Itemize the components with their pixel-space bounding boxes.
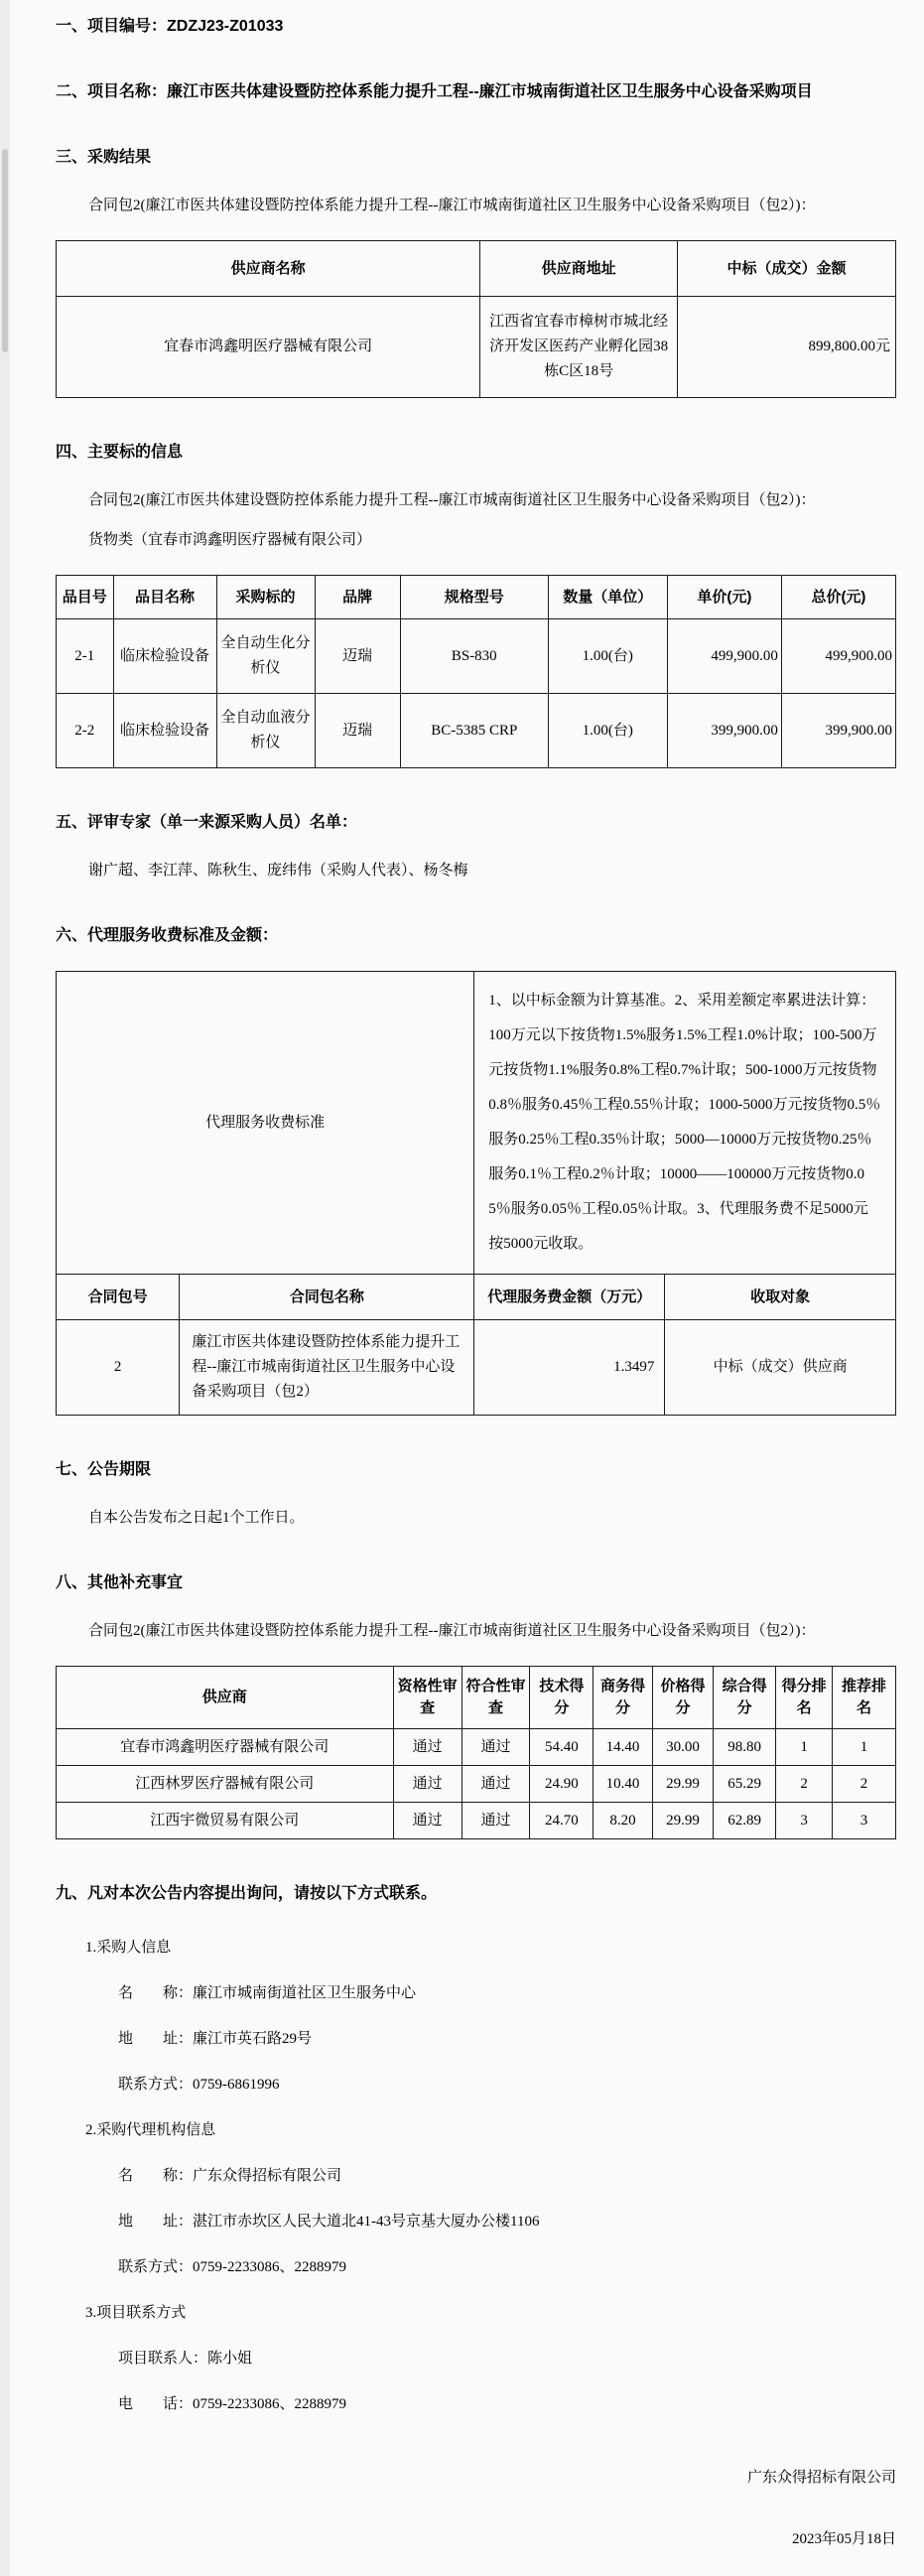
project-contact-block — [56, 2290, 896, 2427]
contact-block-heading: 2.采购代理机构信息 — [85, 2122, 216, 2138]
table-row — [57, 1320, 896, 1416]
agency-info-block — [56, 2107, 896, 2290]
item-total-price: 399,900.00 — [781, 694, 895, 768]
result-supplier-name: 宜春市鸿鑫明医疗器械有限公司 — [57, 297, 480, 398]
score-price: 29.99 — [652, 1766, 713, 1803]
footer-organization: 广东众得招标有限公司 — [746, 2470, 896, 2486]
item-name: 临床检验设备 — [113, 619, 216, 694]
score-header-supplier: 供应商 — [57, 1667, 394, 1729]
score-header-business: 商务得分 — [594, 1667, 653, 1729]
score-header-overall: 综合得分 — [714, 1667, 776, 1729]
score-table-header-row — [57, 1667, 896, 1729]
announcement-period-text: 自本公告发布之日起1个工作日。 — [88, 1510, 305, 1526]
table-row — [57, 694, 896, 768]
items-header-unit-price: 单价(元) — [667, 576, 781, 619]
fee-amount: 1.3497 — [474, 1320, 665, 1416]
score-rank: 3 — [776, 1803, 833, 1839]
score-table — [56, 1666, 896, 1839]
table-row — [57, 619, 896, 694]
items-header-subject: 采购标的 — [216, 576, 315, 619]
section-5-title: 五、评审专家（单一来源采购人员）名单： — [56, 814, 358, 831]
contact-block-heading: 1.采购人信息 — [85, 1940, 172, 1956]
score-conformity: 通过 — [462, 1729, 530, 1766]
score-supplier: 江西宇微贸易有限公司 — [57, 1803, 394, 1839]
section-3-intro: 合同包2(廉江市医共体建设暨防控体系能力提升工程--廉江市城南街道社区卫生服务中心设备采购项目（包2）)： — [88, 198, 816, 213]
fee-package-name: 廉江市医共体建设暨防控体系能力提升工程--廉江市城南街道社区卫生服务中心设备采购项目（包2） — [180, 1320, 474, 1416]
score-qualification: 通过 — [393, 1729, 462, 1766]
items-header-brand: 品牌 — [315, 576, 400, 619]
section-9-title: 九、凡对本次公告内容提出询问，请按以下方式联系。 — [56, 1885, 438, 1902]
table-row — [57, 1766, 896, 1803]
left-gutter — [0, 0, 10, 2576]
item-quantity: 1.00(台) — [548, 619, 667, 694]
item-total-price: 499,900.00 — [781, 619, 895, 694]
fee-standard-label: 代理服务收费标准 — [57, 972, 474, 1275]
item-model: BC-5385 CRP — [400, 694, 548, 768]
recommend-rank: 1 — [833, 1729, 896, 1766]
score-rank: 1 — [776, 1729, 833, 1766]
section-7-title: 七、公告期限 — [56, 1461, 152, 1478]
contact-address-line: 地 址：廉江市英石路29号 — [118, 2031, 313, 2047]
items-header-model: 规格型号 — [400, 576, 548, 619]
score-conformity: 通过 — [462, 1803, 530, 1839]
recommend-rank: 2 — [833, 1766, 896, 1803]
fee-table-header-row — [57, 1275, 896, 1320]
section-1-title: 一、项目编号：ZDZJ23-Z01033 — [56, 18, 284, 35]
score-header-conformity: 符合性审查 — [462, 1667, 530, 1729]
score-technical: 24.70 — [530, 1803, 594, 1839]
contact-person-line: 项目联系人：陈小姐 — [118, 2351, 253, 2367]
item-brand: 迈瑞 — [315, 619, 400, 694]
score-overall: 98.80 — [714, 1729, 776, 1766]
score-header-technical: 技术得分 — [530, 1667, 594, 1729]
item-brand: 迈瑞 — [315, 694, 400, 768]
section-2-title: 二、项目名称：廉江市医共体建设暨防控体系能力提升工程--廉江市城南街道社区卫生服务中心设备采购项目 — [56, 83, 813, 100]
score-header-price: 价格得分 — [652, 1667, 713, 1729]
item-no: 2-1 — [57, 619, 114, 694]
fee-header-fee-amount: 代理服务费金额（万元） — [474, 1275, 665, 1320]
score-price: 29.99 — [652, 1803, 713, 1839]
contact-name-line: 名 称：廉江市城南街道社区卫生服务中心 — [118, 1985, 417, 2001]
score-header-recommend-rank: 推荐排名 — [833, 1667, 896, 1729]
section-8-intro: 合同包2(廉江市医共体建设暨防控体系能力提升工程--廉江市城南街道社区卫生服务中心设备采购项目（包2）)： — [88, 1623, 816, 1639]
scrollbar-thumb[interactable] — [2, 149, 8, 352]
item-no: 2-2 — [57, 694, 114, 768]
fee-standard-row — [57, 972, 896, 1275]
contact-phone-line: 联系方式：0759-6861996 — [118, 2077, 280, 2093]
fee-header-package-name: 合同包名称 — [180, 1275, 474, 1320]
score-supplier: 江西林罗医疗器械有限公司 — [57, 1766, 394, 1803]
items-header-item-no: 品目号 — [57, 576, 114, 619]
contact-name-line: 名 称：广东众得招标有限公司 — [118, 2168, 342, 2184]
agency-fee-table — [56, 971, 896, 1416]
items-header-total-price: 总价(元) — [781, 576, 895, 619]
item-unit-price: 499,900.00 — [667, 619, 781, 694]
section-4-intro: 合同包2(廉江市医共体建设暨防控体系能力提升工程--廉江市城南街道社区卫生服务中心设备采购项目（包2）)： — [88, 492, 816, 508]
result-supplier-address: 江西省宜春市樟树市城北经济开发区医药产业孵化园38栋C区18号 — [480, 297, 678, 398]
section-6-title: 六、代理服务收费标准及金额： — [56, 927, 279, 944]
score-rank: 2 — [776, 1766, 833, 1803]
score-header-score-rank: 得分排名 — [776, 1667, 833, 1729]
section-3-title: 三、采购结果 — [56, 149, 152, 166]
fee-package-no: 2 — [57, 1320, 180, 1416]
score-business: 10.40 — [594, 1766, 653, 1803]
score-header-qualification: 资格性审查 — [393, 1667, 462, 1729]
contact-block-heading: 3.项目联系方式 — [85, 2305, 187, 2321]
contact-phone-line: 电 话：0759-2233086、2288979 — [118, 2396, 346, 2412]
result-award-amount: 899,800.00元 — [678, 297, 896, 398]
score-business: 8.20 — [594, 1803, 653, 1839]
item-model: BS-830 — [400, 619, 548, 694]
result-table — [56, 240, 896, 398]
items-header-quantity: 数量（单位） — [548, 576, 667, 619]
items-header-item-name: 品目名称 — [113, 576, 216, 619]
score-price: 30.00 — [652, 1729, 713, 1766]
footer-date: 2023年05月18日 — [791, 2531, 896, 2547]
score-supplier: 宜春市鸿鑫明医疗器械有限公司 — [57, 1729, 394, 1766]
contact-phone-line: 联系方式：0759-2233086、2288979 — [118, 2259, 346, 2275]
section-4-title: 四、主要标的信息 — [56, 444, 184, 461]
score-overall: 65.29 — [714, 1766, 776, 1803]
item-subject: 全自动血液分析仪 — [216, 694, 315, 768]
item-quantity: 1.00(台) — [548, 694, 667, 768]
fee-header-charged-party: 收取对象 — [665, 1275, 896, 1320]
result-header-award-amount: 中标（成交）金额 — [678, 241, 896, 297]
score-business: 14.40 — [594, 1729, 653, 1766]
expert-names: 谢广超、李江萍、陈秋生、庞纬伟（采购人代表）、杨冬梅 — [88, 863, 468, 879]
result-header-supplier-name: 供应商名称 — [57, 241, 480, 297]
contact-address-line: 地 址：湛江市赤坎区人民大道北41-43号京基大厦办公楼1106 — [118, 2214, 540, 2230]
section-4-subtitle: 货物类（宜春市鸿鑫明医疗器械有限公司） — [88, 532, 372, 548]
fee-standard-text: 1、以中标金额为计算基准。2、采用差额定率累进法计算：100万元以下按货物1.5%服务1.5%工程1.0%计取；100-500万元按货物1.1%服务0.8%工程0.7%计取；500-1000万元按货物0.8％服务0.45％工程0.55％计取；1000-5000万元按货物0.5％服务0.25％工程0.35％计取；5000—10000万元按货物0.25％服务0.1％工程0.2％计取；10000——100000万元按货物0.05％服务0.05％工程0.05％计取。3、代理服务费不足5000元按5000元收取。 — [474, 972, 896, 1275]
score-technical: 24.90 — [530, 1766, 594, 1803]
item-unit-price: 399,900.00 — [667, 694, 781, 768]
section-8-title: 八、其他补充事宜 — [56, 1574, 184, 1591]
score-technical: 54.40 — [530, 1729, 594, 1766]
fee-charged-party: 中标（成交）供应商 — [665, 1320, 896, 1416]
score-conformity: 通过 — [462, 1766, 530, 1803]
items-table-header-row — [57, 576, 896, 619]
table-row — [57, 297, 896, 398]
item-name: 临床检验设备 — [113, 694, 216, 768]
result-table-header-row — [57, 241, 896, 297]
score-overall: 62.89 — [714, 1803, 776, 1839]
fee-header-package-no: 合同包号 — [57, 1275, 180, 1320]
table-row — [57, 1803, 896, 1839]
table-row — [57, 1729, 896, 1766]
item-subject: 全自动生化分析仪 — [216, 619, 315, 694]
recommend-rank: 3 — [833, 1803, 896, 1839]
purchaser-info-block — [56, 1925, 896, 2107]
result-header-supplier-address: 供应商地址 — [480, 241, 678, 297]
score-qualification: 通过 — [393, 1803, 462, 1839]
items-table — [56, 575, 896, 768]
score-qualification: 通过 — [393, 1766, 462, 1803]
